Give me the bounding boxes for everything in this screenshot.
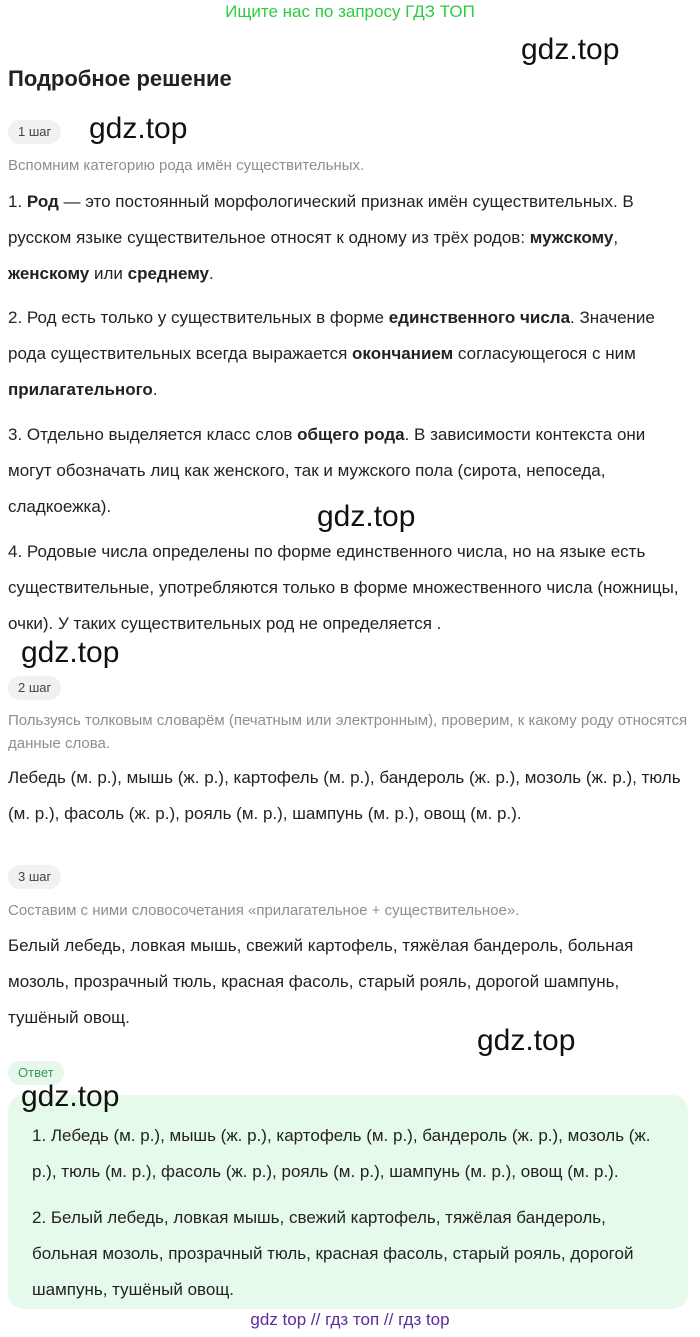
answer-item-1: 1. Лебедь (м. р.), мышь (ж. р.), картофель (м. р.), бандероль (ж. р.), мозоль (ж. р.), тюль (м. р.), фасоль (ж. р.), рояль (м. р.), шампунь (м. р.), овощ (м. р.). bbox=[32, 1126, 651, 1181]
step-1-point-2: 2. Род есть только у существительных в форме единственного числа. Значение рода существительных всегда выражается окончанием согласующегося с ним прилагательного. bbox=[8, 308, 655, 399]
page-title: Подробное решение bbox=[8, 66, 232, 91]
step-1-point-4: 4. Родовые числа определены по форме единственного числа, но на языке есть существительные, употребляются только в форме множественного числа (ножницы, очки). У таких существительных род не определяется . bbox=[8, 542, 679, 633]
step-1-point-3: 3. Отдельно выделяется класс слов общего рода. В зависимости контекста они могут обозначать лиц как женского, так и мужского пола (сирота, непоседа, сладкоежка). bbox=[8, 425, 646, 516]
step-3-hint: Составим с ними словосочетания «прилагательное + существительное». bbox=[8, 902, 520, 919]
step-2-text: Лебедь (м. р.), мышь (ж. р.), картофель (м. р.), бандероль (ж. р.), мозоль (ж. р.), тюль (м. р.), фасоль (ж. р.), рояль (м. р.), шампунь (м. р.), овощ (м. р.). bbox=[8, 768, 681, 823]
watermark: gdz.top bbox=[89, 112, 188, 145]
step-1-point-1: 1. Род — это постоянный морфологический признак имён существительных. В русском языке существительное относят к одному из трёх родов: мужскому, женскому или среднему. bbox=[8, 192, 634, 283]
step-2-hint: Пользуясь толковым словарём (печатным или электронным), проверим, к какому роду относятся данные слова. bbox=[8, 712, 688, 752]
step-3-badge: 3 шаг bbox=[8, 865, 61, 889]
watermark: gdz.top bbox=[317, 500, 416, 533]
step-2-badge: 2 шаг bbox=[8, 676, 61, 700]
answer-box bbox=[8, 1095, 688, 1309]
answer-item-2: 2. Белый лебедь, ловкая мышь, свежий картофель, тяжёлая бандероль, больная мозоль, прозрачный тюль, красная фасоль, старый рояль, дорогой шампунь, тушёный овощ. bbox=[32, 1208, 634, 1299]
watermark: gdz.top bbox=[521, 33, 620, 66]
watermark: gdz.top bbox=[21, 636, 120, 669]
step-1-hint: Вспомним категорию рода имён существительных. bbox=[8, 157, 365, 174]
footer-links[interactable]: gdz top // гдз топ // гдз top bbox=[250, 1310, 450, 1329]
watermark: gdz.top bbox=[21, 1080, 120, 1113]
watermark: gdz.top bbox=[477, 1024, 576, 1057]
step-1-badge: 1 шаг bbox=[8, 120, 61, 144]
answer-badge: Ответ bbox=[8, 1061, 64, 1085]
search-banner: Ищите нас по запросу ГДЗ ТОП bbox=[225, 2, 475, 21]
step-3-text: Белый лебедь, ловкая мышь, свежий картофель, тяжёлая бандероль, больная мозоль, прозрачный тюль, красная фасоль, старый рояль, дорогой шампунь, тушёный овощ. bbox=[8, 936, 634, 1027]
